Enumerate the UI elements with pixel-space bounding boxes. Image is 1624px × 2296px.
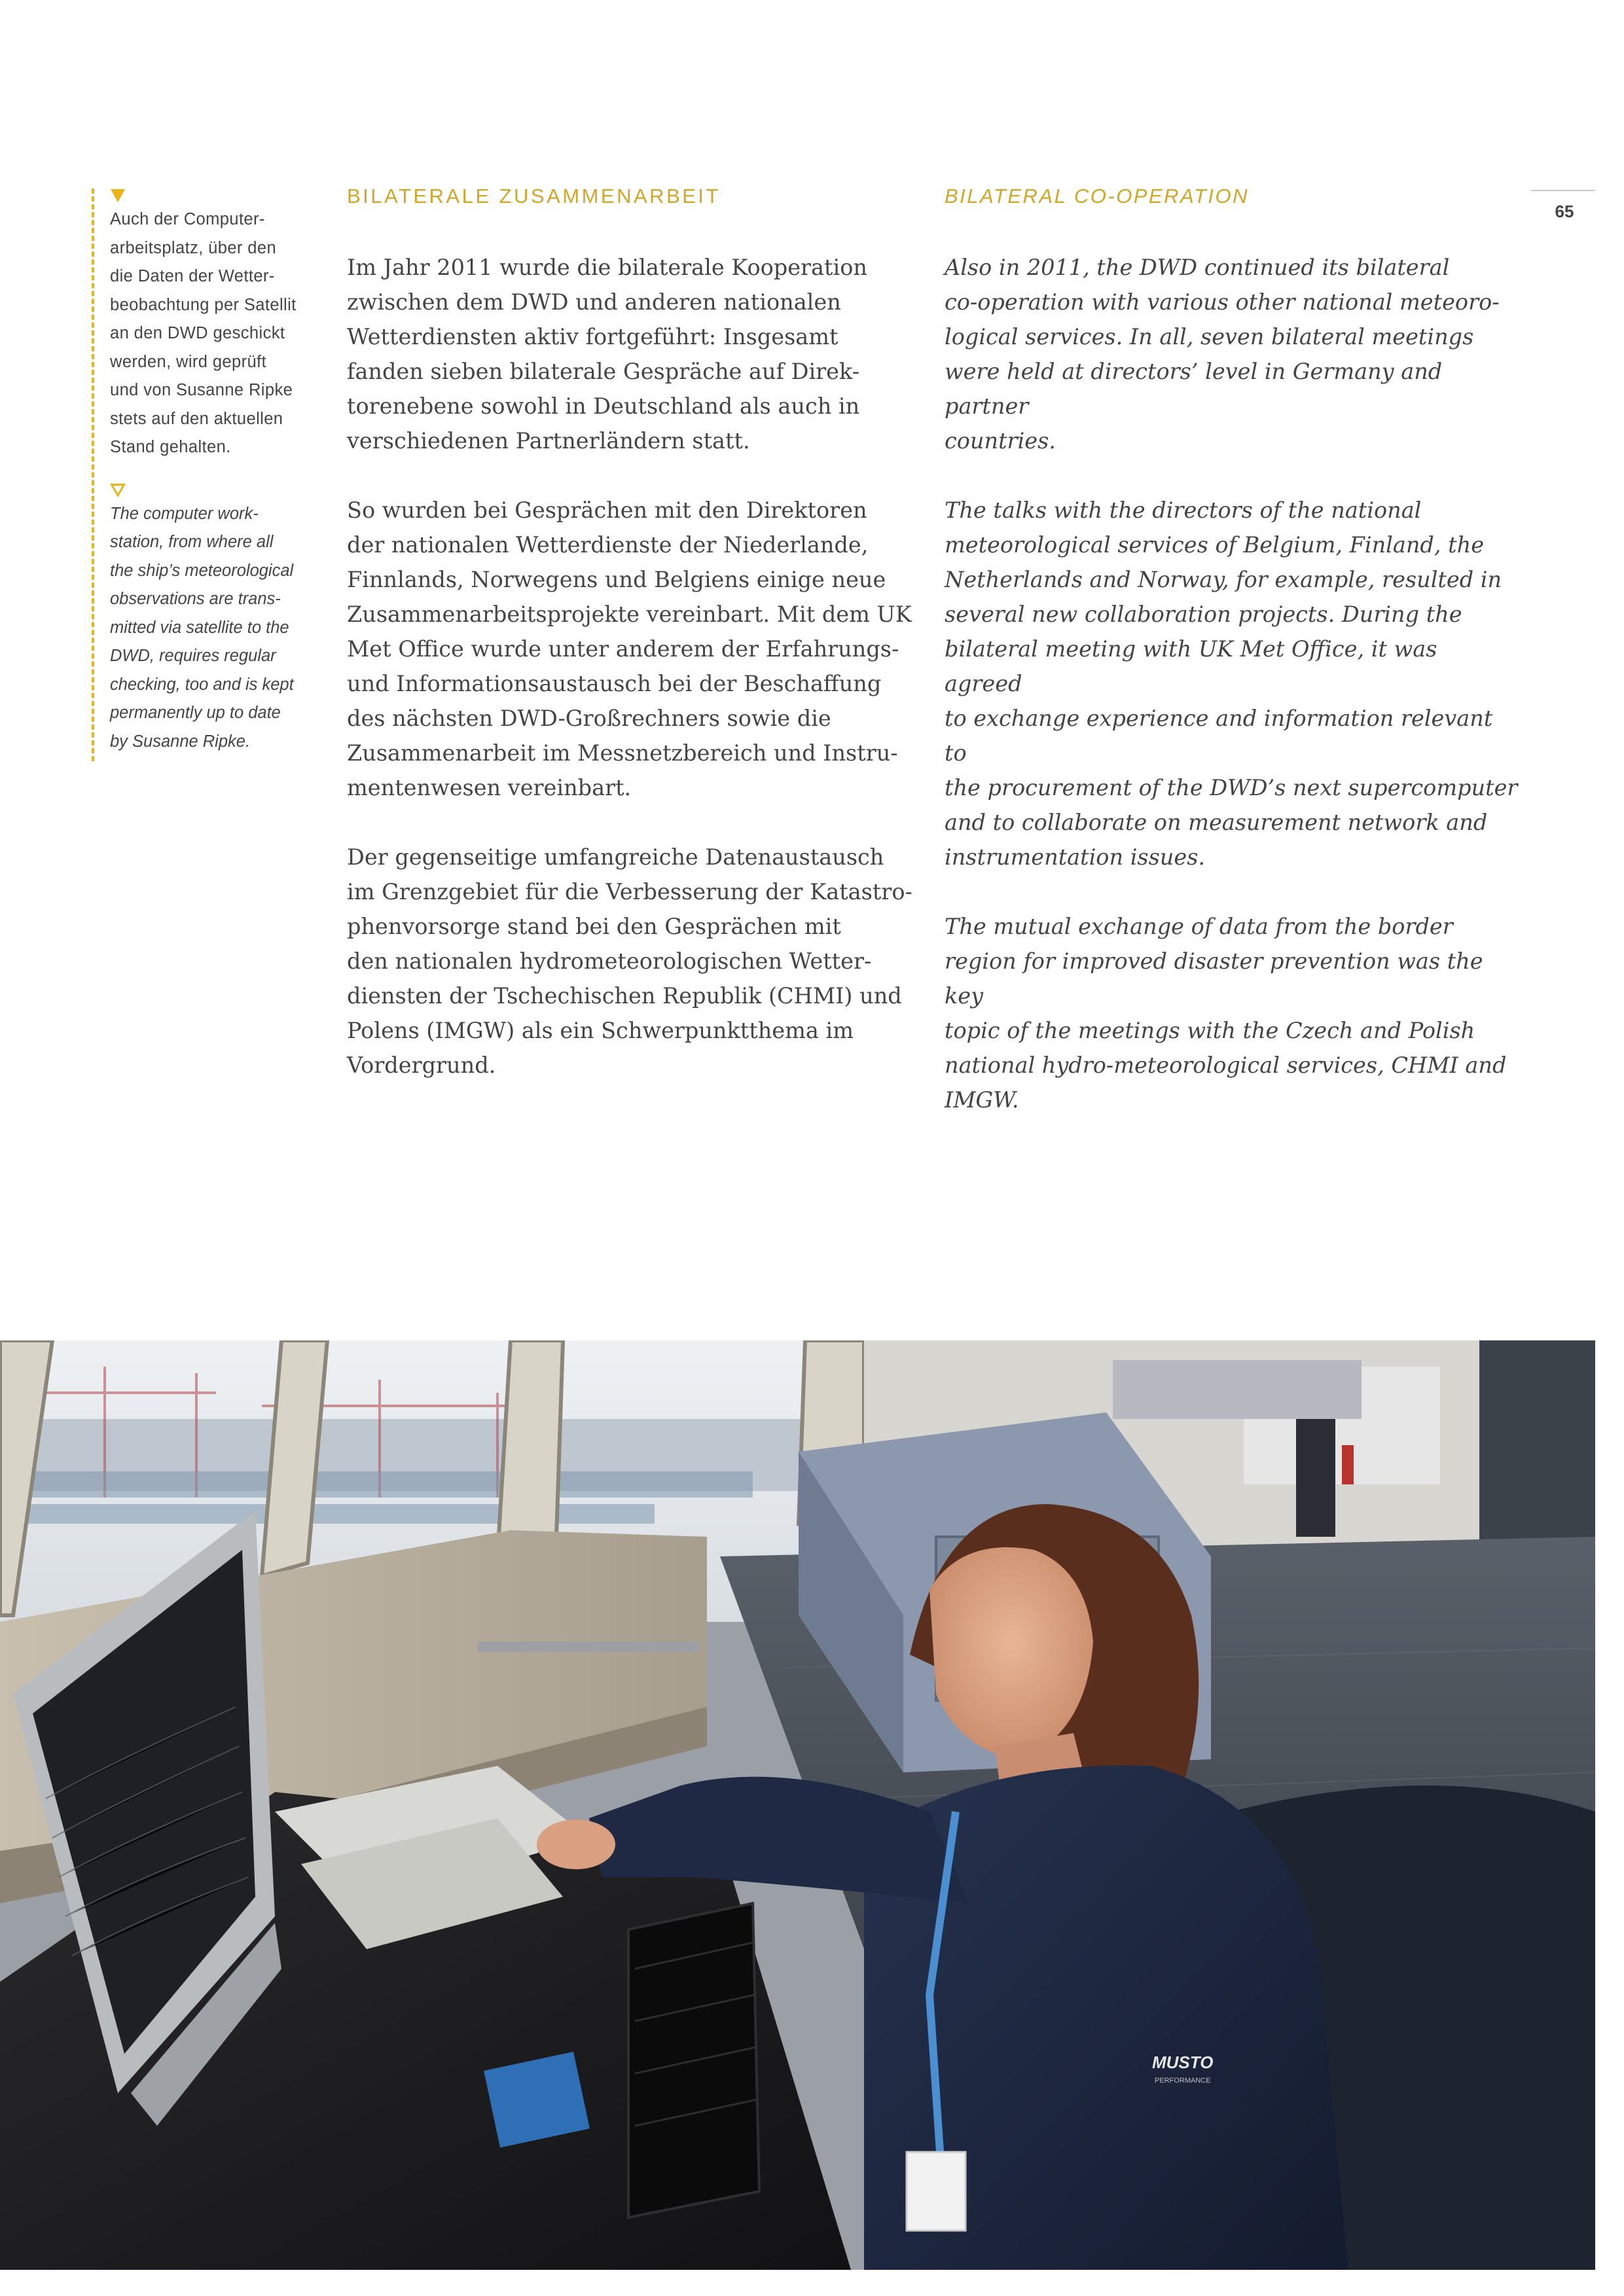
caption-german-line: stets auf den aktuellen bbox=[110, 409, 283, 428]
text-line: Also in 2011, the DWD continued its bilateral bbox=[945, 255, 1450, 280]
text-line: several new collaboration projects. During the bbox=[945, 601, 1462, 627]
text-line: diensten der Tschechischen Republik (CHMI) und bbox=[347, 983, 902, 1009]
text-line: and to collaborate on measurement network and bbox=[945, 810, 1488, 835]
caption-german-line: Auch der Computer- bbox=[110, 210, 265, 228]
workstation-photo bbox=[0, 1340, 1595, 2270]
caption-english-line: by Susanne Ripke. bbox=[110, 732, 251, 751]
text-line: den nationalen hydrometeorologischen Wetter- bbox=[347, 948, 872, 974]
text-line: the procurement of the DWD’s next supercomputer bbox=[945, 775, 1518, 800]
jacket-logo: MUSTO bbox=[1152, 2053, 1214, 2072]
text-line: Zusammenarbeitsprojekte vereinbart. Mit dem UK bbox=[347, 601, 912, 627]
text-line: topic of the meetings with the Czech and Polish bbox=[945, 1018, 1475, 1043]
english-paragraph bbox=[945, 250, 1521, 458]
text-line: The mutual exchange of data from the border bbox=[945, 914, 1453, 939]
text-line: im Grenzgebiet für die Verbesserung der Katastro- bbox=[347, 879, 912, 905]
english-paragraph bbox=[945, 493, 1521, 874]
text-line: bilateral meeting with UK Met Office, it was agreed bbox=[945, 636, 1437, 696]
german-paragraph bbox=[347, 493, 923, 805]
text-line: Polens (IMGW) als ein Schwerpunktthema im bbox=[347, 1018, 854, 1043]
caption-english-line: checking, too and is kept bbox=[110, 675, 294, 694]
caption-german-line: beobachtung per Satellit bbox=[110, 295, 297, 314]
page-number-rule bbox=[1531, 190, 1595, 191]
english-body-text bbox=[945, 250, 1521, 1152]
caption-german bbox=[110, 206, 333, 462]
filled-triangle-down-icon bbox=[110, 188, 126, 203]
english-section-heading: BILATERAL CO-OPERATION bbox=[945, 185, 1249, 207]
text-line: Der gegenseitige umfangreiche Datenaustausch bbox=[347, 844, 884, 870]
german-paragraph bbox=[347, 250, 923, 458]
german-body-text bbox=[347, 250, 923, 1117]
text-line: to exchange experience and information relevant to bbox=[945, 706, 1493, 766]
text-line: So wurden bei Gesprächen mit den Direktoren bbox=[347, 497, 867, 523]
german-section-heading: BILATERALE ZUSAMMENARBEIT bbox=[347, 185, 721, 207]
text-line: co-operation with various other national meteoro- bbox=[945, 289, 1500, 315]
text-line: Im Jahr 2011 wurde die bilaterale Kooperation bbox=[347, 255, 867, 280]
caption-german-line: die Daten der Wetter- bbox=[110, 267, 275, 285]
caption-german-line: an den DWD geschickt bbox=[110, 324, 285, 342]
text-line: Netherlands and Norway, for example, resulted in bbox=[945, 567, 1502, 592]
photo-caption bbox=[92, 188, 333, 761]
text-line: verschiedenen Partnerländern statt. bbox=[347, 428, 750, 454]
text-line: The talks with the directors of the national bbox=[945, 497, 1422, 523]
caption-english-line: DWD, requires regular bbox=[110, 647, 276, 665]
caption-english-line: station, from where all bbox=[110, 533, 274, 551]
text-line: IMGW. bbox=[945, 1087, 1019, 1113]
text-line: were held at directors’ level in Germany and partner bbox=[945, 359, 1443, 419]
caption-german-line: Stand gehalten. bbox=[110, 438, 231, 456]
text-line: des nächsten DWD-Großrechners sowie die bbox=[347, 706, 831, 731]
outline-triangle-down-icon bbox=[110, 483, 126, 497]
caption-english-line: observations are trans- bbox=[110, 590, 281, 608]
text-line: phenvorsorge stand bei den Gesprächen mit bbox=[347, 914, 841, 939]
text-line: Met Office wurde unter anderem der Erfahrungs- bbox=[347, 636, 899, 662]
text-line: countries. bbox=[945, 428, 1056, 454]
jacket-logo-sub: PERFORMANCE bbox=[1155, 2077, 1211, 2085]
text-line: national hydro-meteorological services, CHMI and bbox=[945, 1052, 1507, 1078]
text-line: instrumentation issues. bbox=[945, 844, 1206, 870]
text-line: der nationalen Wetterdienste der Niederlande, bbox=[347, 532, 869, 558]
text-line: Finnlands, Norwegens und Belgiens einige neue bbox=[347, 567, 886, 592]
text-line: logical services. In all, seven bilateral meetings bbox=[945, 324, 1474, 350]
caption-english-line: mitted via satellite to the bbox=[110, 618, 289, 637]
caption-english-line: the ship’s meteorological bbox=[110, 561, 294, 580]
german-paragraph bbox=[347, 840, 923, 1083]
text-line: Zusammenarbeit im Messnetzbereich und Instru- bbox=[347, 740, 898, 766]
text-line: mentenwesen vereinbart. bbox=[347, 775, 632, 800]
text-line: meteorological services of Belgium, Finland, the bbox=[945, 532, 1485, 558]
caption-english bbox=[110, 500, 333, 757]
text-line: torenebene sowohl in Deutschland als auch in bbox=[347, 393, 860, 419]
caption-english-line: The computer work- bbox=[110, 504, 259, 523]
text-line: zwischen dem DWD und anderen nationalen bbox=[347, 289, 841, 315]
text-line: region for improved disaster prevention was the key bbox=[945, 948, 1483, 1009]
caption-german-line: und von Susanne Ripke bbox=[110, 381, 293, 399]
text-line: und Informationsaustausch bei der Beschaffung bbox=[347, 671, 882, 696]
text-line: fanden sieben bilaterale Gespräche auf Direk- bbox=[347, 359, 860, 384]
caption-german-line: werden, wird geprüft bbox=[110, 352, 267, 371]
english-paragraph bbox=[945, 909, 1521, 1117]
caption-english-line: permanently up to date bbox=[110, 704, 281, 722]
text-line: Wetterdiensten aktiv fortgeführt: Insgesamt bbox=[347, 324, 839, 350]
caption-german-line: arbeitsplatz, über den bbox=[110, 238, 277, 257]
page-number: 65 bbox=[1555, 202, 1574, 221]
text-line: Vordergrund. bbox=[347, 1052, 496, 1078]
